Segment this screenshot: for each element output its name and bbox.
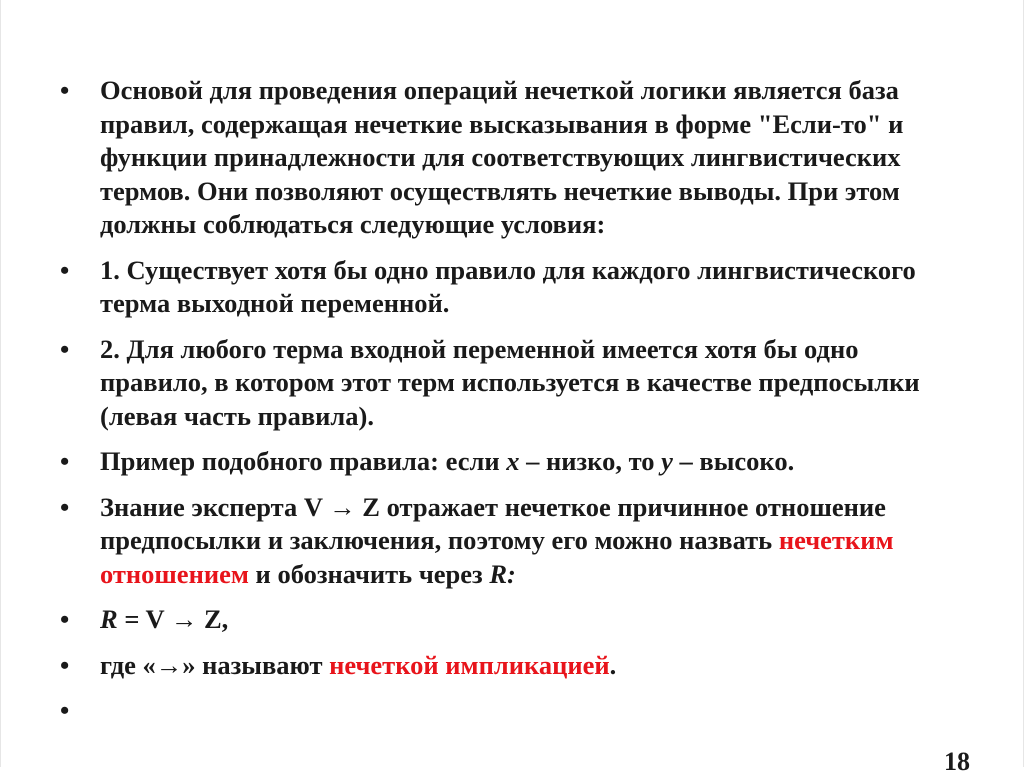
bullet-icon: •: [60, 254, 70, 285]
item-text: и обозначить через: [248, 558, 490, 589]
bullet-icon: •: [60, 649, 70, 680]
page-number: 18: [944, 747, 970, 776]
variable-r: R: [100, 604, 118, 634]
list-item: [60, 254, 965, 321]
bullet-icon: •: [60, 695, 70, 725]
variable-r: R:: [489, 558, 516, 589]
bullet-icon: •: [60, 604, 70, 634]
item-text: Пример подобного правила: если: [100, 446, 507, 476]
bullet-icon: •: [60, 75, 70, 105]
list-item: [60, 491, 965, 592]
bullet-icon: •: [60, 446, 70, 476]
item-text: – высоко.: [672, 446, 795, 476]
item-text: Основой для проведения операций нечеткой логики является база правил, содержащая нечеткие высказывания в форме "Если-то" и функции принадлежности для соответствующих лингвистических термов. Они позволяют осуществлять нечеткие выводы. При этом должны соблюдаться следующие условия:: [100, 75, 904, 239]
item-text: = V → Z,: [117, 604, 229, 634]
highlight-term: нечеткой импликацией: [329, 649, 610, 680]
list-item: [60, 445, 965, 479]
item-text: 1. Существует хотя бы одно правило для каждого лингвистического терма выходной переменной.: [100, 254, 916, 318]
bullet-icon: •: [60, 491, 70, 522]
list-item: [60, 333, 965, 434]
list-item: [60, 603, 965, 637]
item-text: Знание эксперта V → Z отражает нечеткое причинное отношение предпосылки и заключения, поэтому его можно назвать: [100, 491, 886, 555]
bullet-list: [60, 74, 965, 725]
item-text: где «→» называют: [100, 649, 330, 680]
variable-y: y: [661, 446, 673, 476]
item-text: – низко, то: [519, 446, 662, 476]
item-text: 2. Для любого терма входной переменной имеется хотя бы одно правило, в котором этот терм используется в качестве предпосылки (левая часть правила).: [100, 333, 920, 431]
list-item: [60, 74, 965, 242]
item-text: .: [609, 649, 617, 680]
highlight-term: нечетким отношением: [100, 525, 894, 589]
variable-x: x: [506, 446, 520, 476]
list-item: [60, 649, 965, 683]
bullet-icon: •: [60, 333, 70, 364]
